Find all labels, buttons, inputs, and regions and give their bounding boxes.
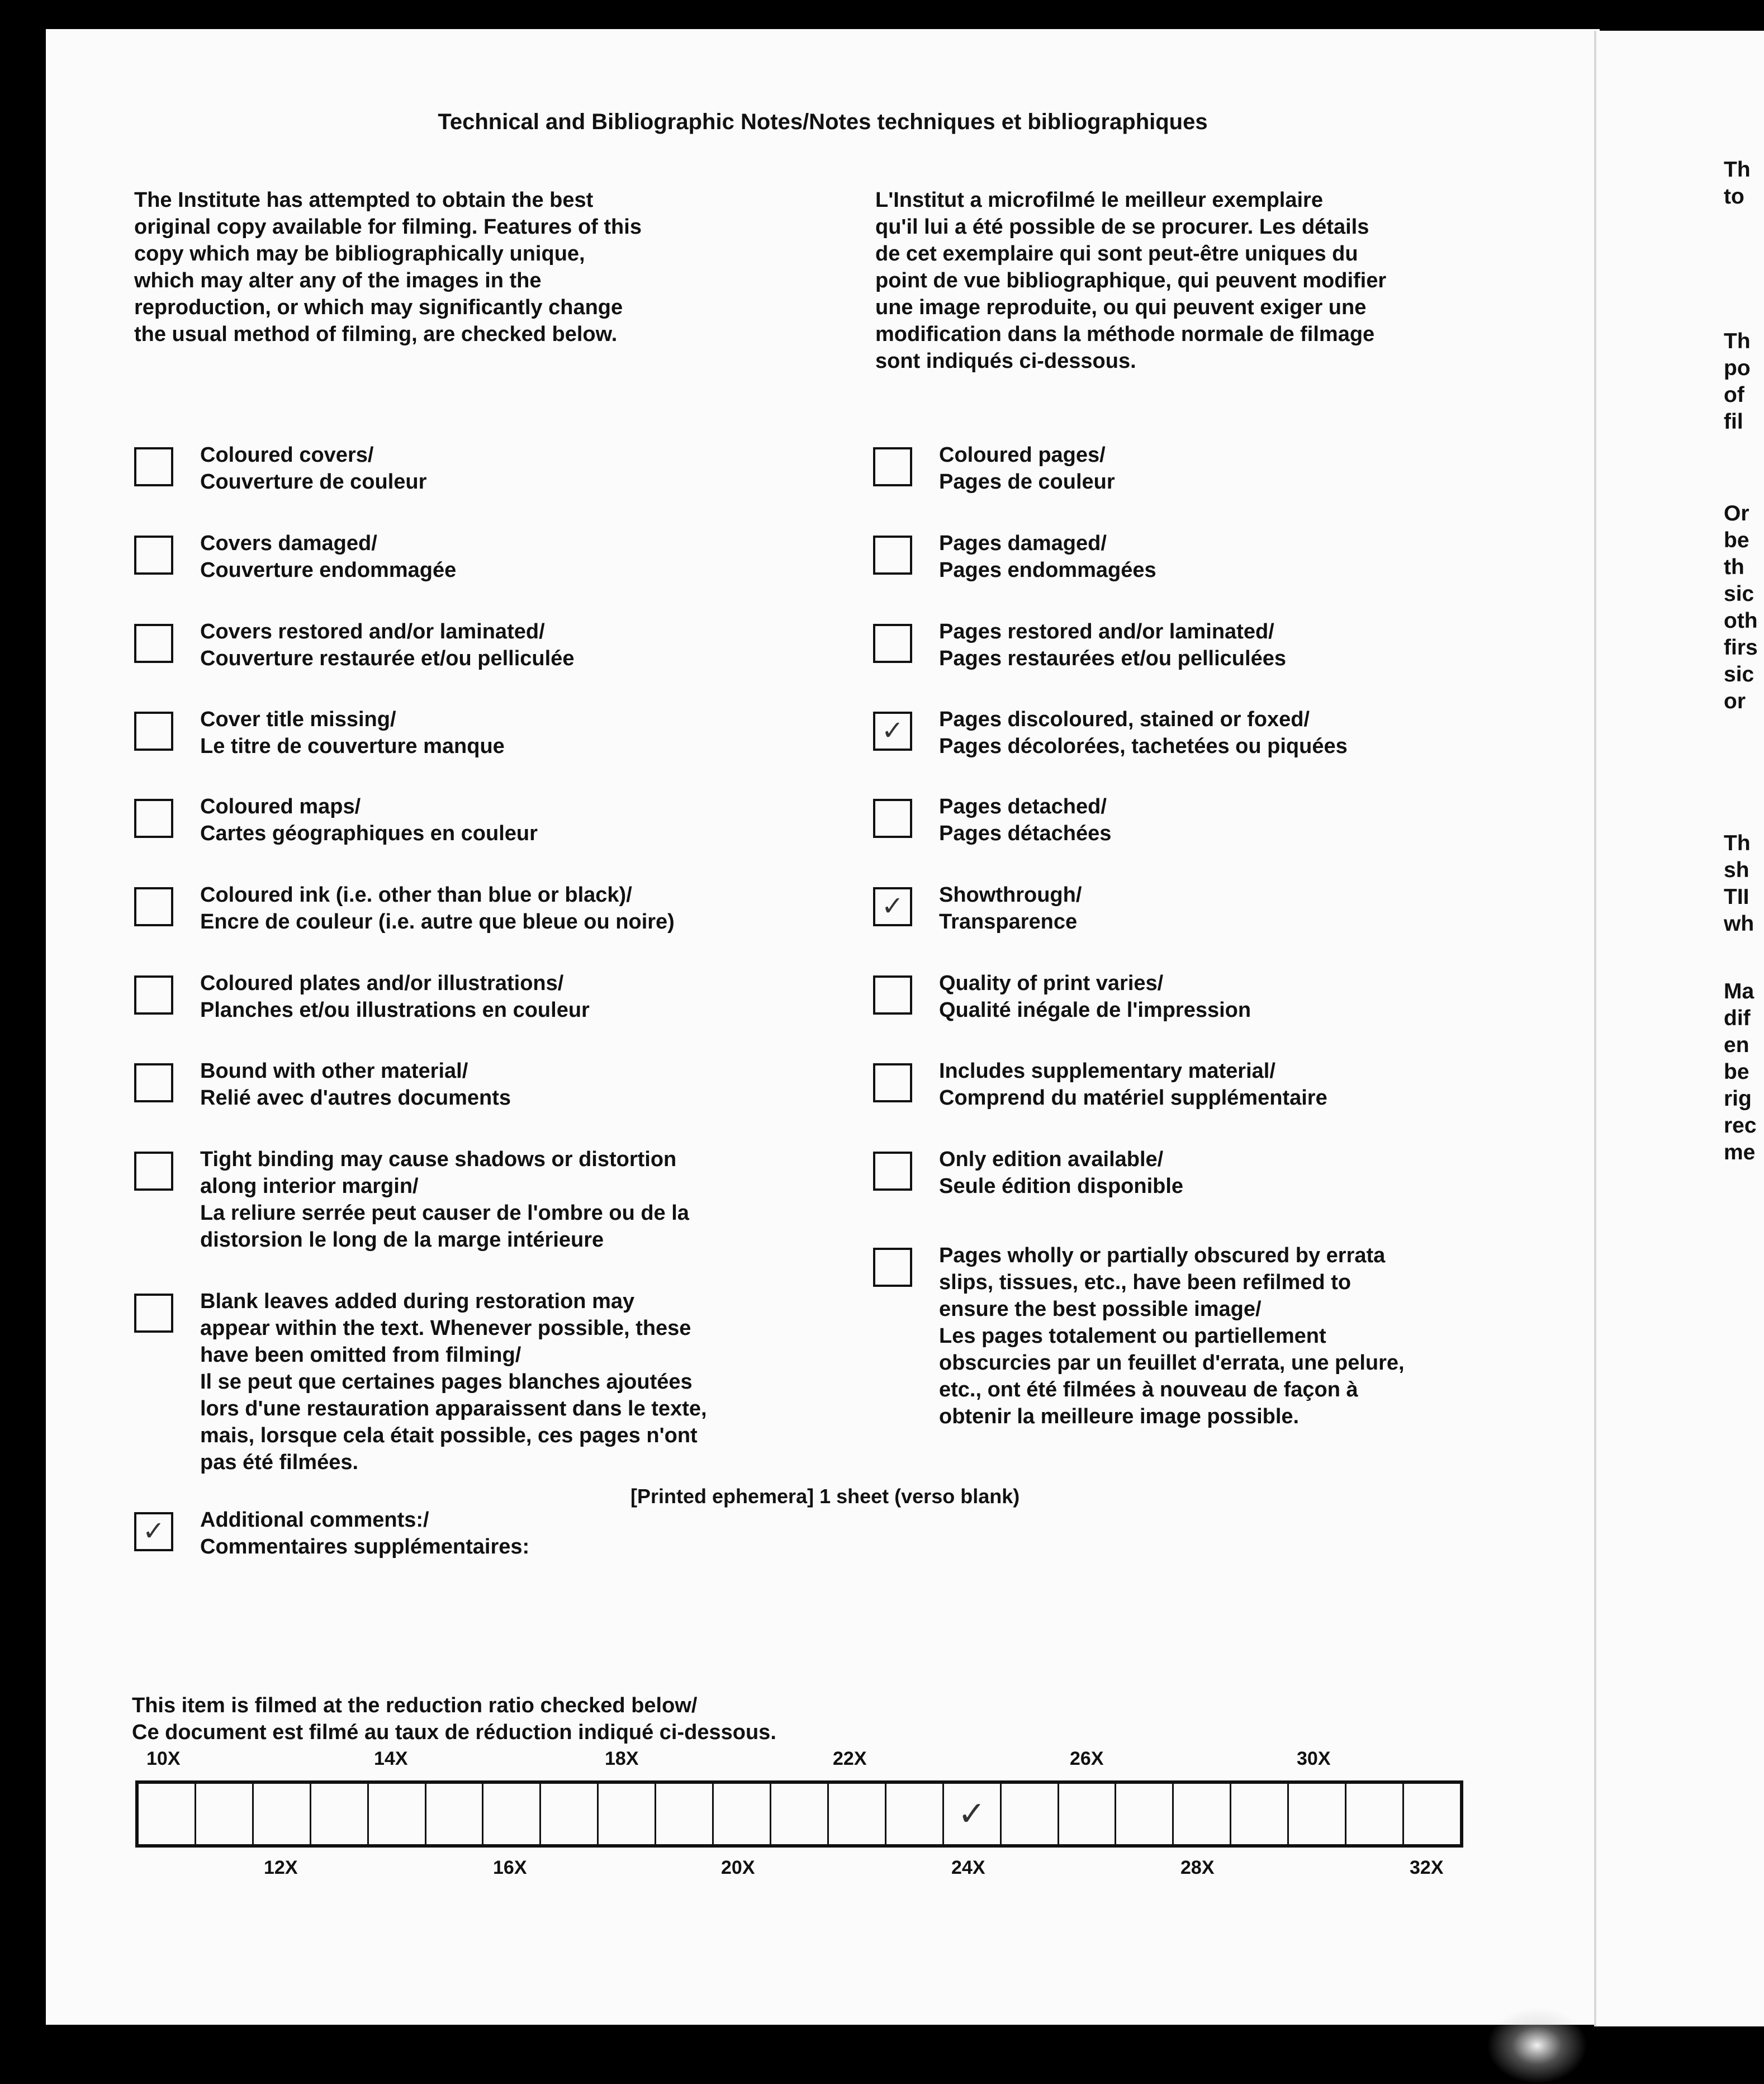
checklist-label: [939, 530, 1156, 584]
text-line: de cet exemplaire qui sont peut-être uniques du: [875, 242, 1358, 266]
fragment-line: fil: [1724, 410, 1743, 434]
checklist-label: [939, 706, 1348, 760]
fragment-line: en: [1724, 1033, 1749, 1057]
checklist-label: [200, 882, 675, 935]
fragment-line: me: [1724, 1140, 1756, 1164]
text-line: Quality of print varies/: [939, 972, 1164, 995]
reduction-ratio-grid: [135, 1780, 1463, 1848]
checkbox[interactable]: [873, 624, 912, 663]
ratio-cell[interactable]: [1289, 1784, 1346, 1844]
ratio-cell[interactable]: [1116, 1784, 1174, 1844]
text-line: Transparence: [939, 910, 1078, 934]
checklist-label: [200, 442, 426, 495]
text-line: Coloured plates and/or illustrations/: [200, 972, 564, 995]
checkbox[interactable]: [134, 447, 173, 486]
text-line: Relié avec d'autres documents: [200, 1086, 511, 1110]
text-line: Additional comments:/: [200, 1508, 429, 1532]
text-line: obscurcies par un feuillet d'errata, une pelure,: [939, 1351, 1405, 1375]
fragment-line: to: [1724, 184, 1744, 209]
ratio-cell[interactable]: [714, 1784, 771, 1844]
checkbox[interactable]: [134, 887, 173, 926]
checklist-label: [200, 530, 456, 584]
ratio-cell[interactable]: [1059, 1784, 1117, 1844]
text-line: Covers damaged/: [200, 532, 377, 555]
text-line: along interior margin/: [200, 1174, 419, 1198]
text-line: reproduction, or which may significantly change: [134, 296, 623, 319]
fragment-line: be: [1724, 1060, 1749, 1084]
checklist-label: [200, 1058, 511, 1111]
checklist-label: [939, 1146, 1183, 1200]
checkbox[interactable]: [134, 536, 173, 575]
text-line: pas été filmées.: [200, 1451, 359, 1474]
ratio-cell[interactable]: [483, 1784, 541, 1844]
text-line: Bound with other material/: [200, 1059, 468, 1083]
ratio-cell[interactable]: [1346, 1784, 1404, 1844]
text-line: modification dans la méthode normale de filmage: [875, 323, 1375, 346]
fragment-line: be: [1724, 528, 1749, 552]
light-glare: [1487, 2007, 1587, 2084]
ratio-label: 30X: [1297, 1748, 1331, 1769]
fragment-line: oth: [1724, 609, 1758, 633]
checklist-label: [200, 1146, 689, 1253]
fragment-line: po: [1724, 356, 1751, 380]
notes-page: [46, 29, 1600, 2025]
text-line: distorsion le long de la marge intérieure: [200, 1228, 604, 1252]
checklist-label: [200, 1288, 707, 1476]
checkbox[interactable]: [873, 887, 912, 926]
text-line: Il se peut que certaines pages blanches ajoutées: [200, 1370, 693, 1394]
text-line: Pages wholly or partially obscured by errata: [939, 1244, 1386, 1267]
checklist-label: [200, 970, 590, 1024]
fragment-line: TII: [1724, 885, 1749, 909]
text-line: Showthrough/: [939, 883, 1082, 907]
ratio-label: 20X: [721, 1857, 755, 1878]
text-line: Couverture de couleur: [200, 470, 427, 494]
ratio-label: 24X: [951, 1857, 985, 1878]
fragment-line: firs: [1724, 636, 1758, 660]
ratio-label: 22X: [833, 1748, 867, 1769]
check-mark-icon: ✓: [142, 1517, 165, 1546]
text-line: Blank leaves added during restoration may: [200, 1290, 635, 1313]
ratio-cell[interactable]: [426, 1784, 484, 1844]
fragment-line: Or: [1724, 501, 1749, 525]
text-line: obtenir la meilleure image possible.: [939, 1405, 1300, 1428]
text-line: Coloured maps/: [200, 795, 361, 818]
checkbox[interactable]: [873, 536, 912, 575]
intro-french: [875, 187, 1386, 375]
text-line: lors d'une restauration apparaissent dans le texte,: [200, 1397, 707, 1420]
checkbox[interactable]: [873, 975, 912, 1015]
text-line: The Institute has attempted to obtain the best: [134, 188, 594, 212]
fragment-line: of: [1724, 383, 1744, 407]
text-line: ensure the best possible image/: [939, 1297, 1262, 1321]
ratio-cell[interactable]: [139, 1784, 196, 1844]
text-line: Pages décolorées, tachetées ou piquées: [939, 735, 1348, 758]
page-title: Technical and Bibliographic Notes/Notes techniques et bibliographiques: [438, 110, 1208, 134]
text-line: Coloured pages/: [939, 443, 1106, 467]
ratio-label: 16X: [493, 1857, 527, 1878]
text-line: une image reproduite, ou qui peuvent exiger une: [875, 296, 1367, 319]
checkbox[interactable]: [134, 1063, 173, 1102]
checkbox[interactable]: [873, 1063, 912, 1102]
text-line: Couverture restaurée et/ou pelliculée: [200, 647, 575, 670]
checkbox[interactable]: [134, 1294, 173, 1333]
checklist-label: [939, 970, 1251, 1024]
checkbox[interactable]: [134, 799, 173, 838]
checklist-label: [200, 618, 574, 672]
text-line: original copy available for filming. Features of this: [134, 215, 642, 239]
text-line: Coloured ink (i.e. other than blue or black)/: [200, 883, 632, 907]
checkbox[interactable]: [873, 1152, 912, 1191]
checkbox[interactable]: [134, 1512, 173, 1551]
fragment-line: Ma: [1724, 979, 1754, 1003]
text-line: sont indiqués ci-dessous.: [875, 349, 1136, 373]
text-line: which may alter any of the images in the: [134, 269, 542, 292]
page-fragment: [1724, 500, 1758, 715]
checkbox[interactable]: [134, 624, 173, 663]
checklist-label: [200, 706, 505, 760]
text-line: slips, tissues, etc., have been refilmed to: [939, 1271, 1352, 1294]
text-line: Includes supplementary material/: [939, 1059, 1275, 1083]
ratio-label: 18X: [605, 1748, 639, 1769]
text-line: mais, lorsque cela était possible, ces pages n'ont: [200, 1424, 698, 1447]
ratio-cell[interactable]: [311, 1784, 369, 1844]
text-line: copy which may be bibliographically unique,: [134, 242, 585, 266]
text-line: Covers restored and/or laminated/: [200, 620, 545, 643]
checkbox[interactable]: [134, 712, 173, 751]
text-line: Seule édition disponible: [939, 1174, 1184, 1198]
ratio-label: 26X: [1070, 1748, 1104, 1769]
ratio-cell[interactable]: [1174, 1784, 1231, 1844]
text-line: Comprend du matériel supplémentaire: [939, 1086, 1327, 1110]
text-line: Pages endommagées: [939, 558, 1156, 582]
fragment-line: wh: [1724, 912, 1754, 936]
ratio-label: 10X: [146, 1748, 181, 1769]
ratio-cell[interactable]: [369, 1784, 426, 1844]
fragment-line: or: [1724, 689, 1746, 713]
checklist-label: [200, 1507, 529, 1560]
fragment-line: rig: [1724, 1087, 1752, 1111]
text-line: Le titre de couverture manque: [200, 735, 505, 758]
text-line: Ce document est filmé au taux de réduction indiqué ci-dessous.: [132, 1721, 776, 1744]
ratio-cell[interactable]: [829, 1784, 886, 1844]
adjacent-page-fragment: [1594, 31, 1764, 2026]
text-line: Commentaires supplémentaires:: [200, 1535, 530, 1559]
text-line: Planches et/ou illustrations en couleur: [200, 998, 590, 1022]
ratio-cell[interactable]: [196, 1784, 254, 1844]
checklist-label: [200, 793, 538, 847]
fragment-line: dif: [1724, 1006, 1751, 1030]
ratio-cell[interactable]: [254, 1784, 311, 1844]
ratio-label: 32X: [1410, 1857, 1444, 1878]
text-line: Pages restaurées et/ou pelliculées: [939, 647, 1286, 670]
checklist-label: [939, 618, 1286, 672]
text-line: Tight binding may cause shadows or distortion: [200, 1148, 677, 1171]
ratio-cell[interactable]: [656, 1784, 714, 1844]
ratio-cell[interactable]: [1404, 1784, 1460, 1844]
checklist-label: [939, 1242, 1405, 1430]
checkbox[interactable]: [873, 1248, 912, 1287]
text-line: Coloured covers/: [200, 443, 374, 467]
fragment-line: Th: [1724, 329, 1751, 353]
checkbox[interactable]: [873, 799, 912, 838]
text-line: etc., ont été filmées à nouveau de façon à: [939, 1378, 1358, 1401]
page-fragment: [1724, 978, 1757, 1166]
text-line: Qualité inégale de l'impression: [939, 998, 1251, 1022]
fragment-line: th: [1724, 555, 1744, 579]
text-line: Pages détachées: [939, 822, 1112, 845]
ratio-cell[interactable]: [1231, 1784, 1289, 1844]
text-line: Only edition available/: [939, 1148, 1164, 1171]
text-line: Cover title missing/: [200, 708, 396, 731]
fragment-line: rec: [1724, 1114, 1757, 1138]
intro-english: [134, 187, 642, 348]
ratio-label: 14X: [374, 1748, 408, 1769]
fragment-line: Th: [1724, 158, 1751, 182]
text-line: Pages de couleur: [939, 470, 1115, 494]
text-line: have been omitted from filming/: [200, 1343, 521, 1367]
ephemera-note: [Printed ephemera] 1 sheet (verso blank): [630, 1485, 1020, 1508]
checkbox[interactable]: [134, 1152, 173, 1191]
text-line: the usual method of filming, are checked below.: [134, 323, 618, 346]
check-mark-icon: ✓: [881, 892, 904, 921]
ratio-cell[interactable]: [886, 1784, 944, 1844]
text-line: point de vue bibliographique, qui peuvent modifier: [875, 269, 1387, 292]
text-line: Cartes géographiques en couleur: [200, 822, 538, 845]
check-mark-icon: ✓: [881, 716, 904, 746]
ratio-cell[interactable]: [1002, 1784, 1059, 1844]
ratio-cell[interactable]: [944, 1784, 1002, 1844]
text-line: This item is filmed at the reduction ratio checked below/: [132, 1694, 698, 1717]
ratio-label: 28X: [1180, 1857, 1215, 1878]
checklist-label: [939, 1058, 1327, 1111]
page-fragment: [1724, 328, 1751, 435]
ratio-cell[interactable]: [541, 1784, 599, 1844]
fragment-line: Th: [1724, 831, 1751, 855]
checkbox[interactable]: [873, 447, 912, 486]
text-line: Pages discoloured, stained or foxed/: [939, 708, 1310, 731]
text-line: La reliure serrée peut causer de l'ombre ou de la: [200, 1201, 689, 1225]
fragment-line: sh: [1724, 858, 1749, 882]
ratio-label: 12X: [264, 1857, 298, 1878]
check-mark-icon: ✓: [957, 1795, 986, 1832]
text-line: Couverture endommagée: [200, 558, 457, 582]
ratio-cell[interactable]: [771, 1784, 829, 1844]
text-line: qu'il lui a été possible de se procurer. Les détails: [875, 215, 1369, 239]
reduction-ratio-text: [132, 1692, 776, 1746]
text-line: appear within the text. Whenever possible, these: [200, 1316, 691, 1340]
checklist-label: [939, 882, 1082, 935]
text-line: Pages restored and/or laminated/: [939, 620, 1274, 643]
checkbox[interactable]: [873, 712, 912, 751]
page-fragment: [1724, 157, 1751, 210]
text-line: Pages detached/: [939, 795, 1107, 818]
fragment-line: sic: [1724, 582, 1754, 606]
page-fragment: [1724, 830, 1754, 937]
checklist-label: [939, 793, 1111, 847]
text-line: L'Institut a microfilmé le meilleur exemplaire: [875, 188, 1323, 212]
text-line: Encre de couleur (i.e. autre que bleue ou noire): [200, 910, 675, 934]
text-line: Les pages totalement ou partiellement: [939, 1324, 1326, 1348]
checklist-label: [939, 442, 1115, 495]
checkbox[interactable]: [134, 975, 173, 1015]
ratio-cell[interactable]: [599, 1784, 656, 1844]
text-line: Pages damaged/: [939, 532, 1107, 555]
fragment-line: sic: [1724, 662, 1754, 686]
